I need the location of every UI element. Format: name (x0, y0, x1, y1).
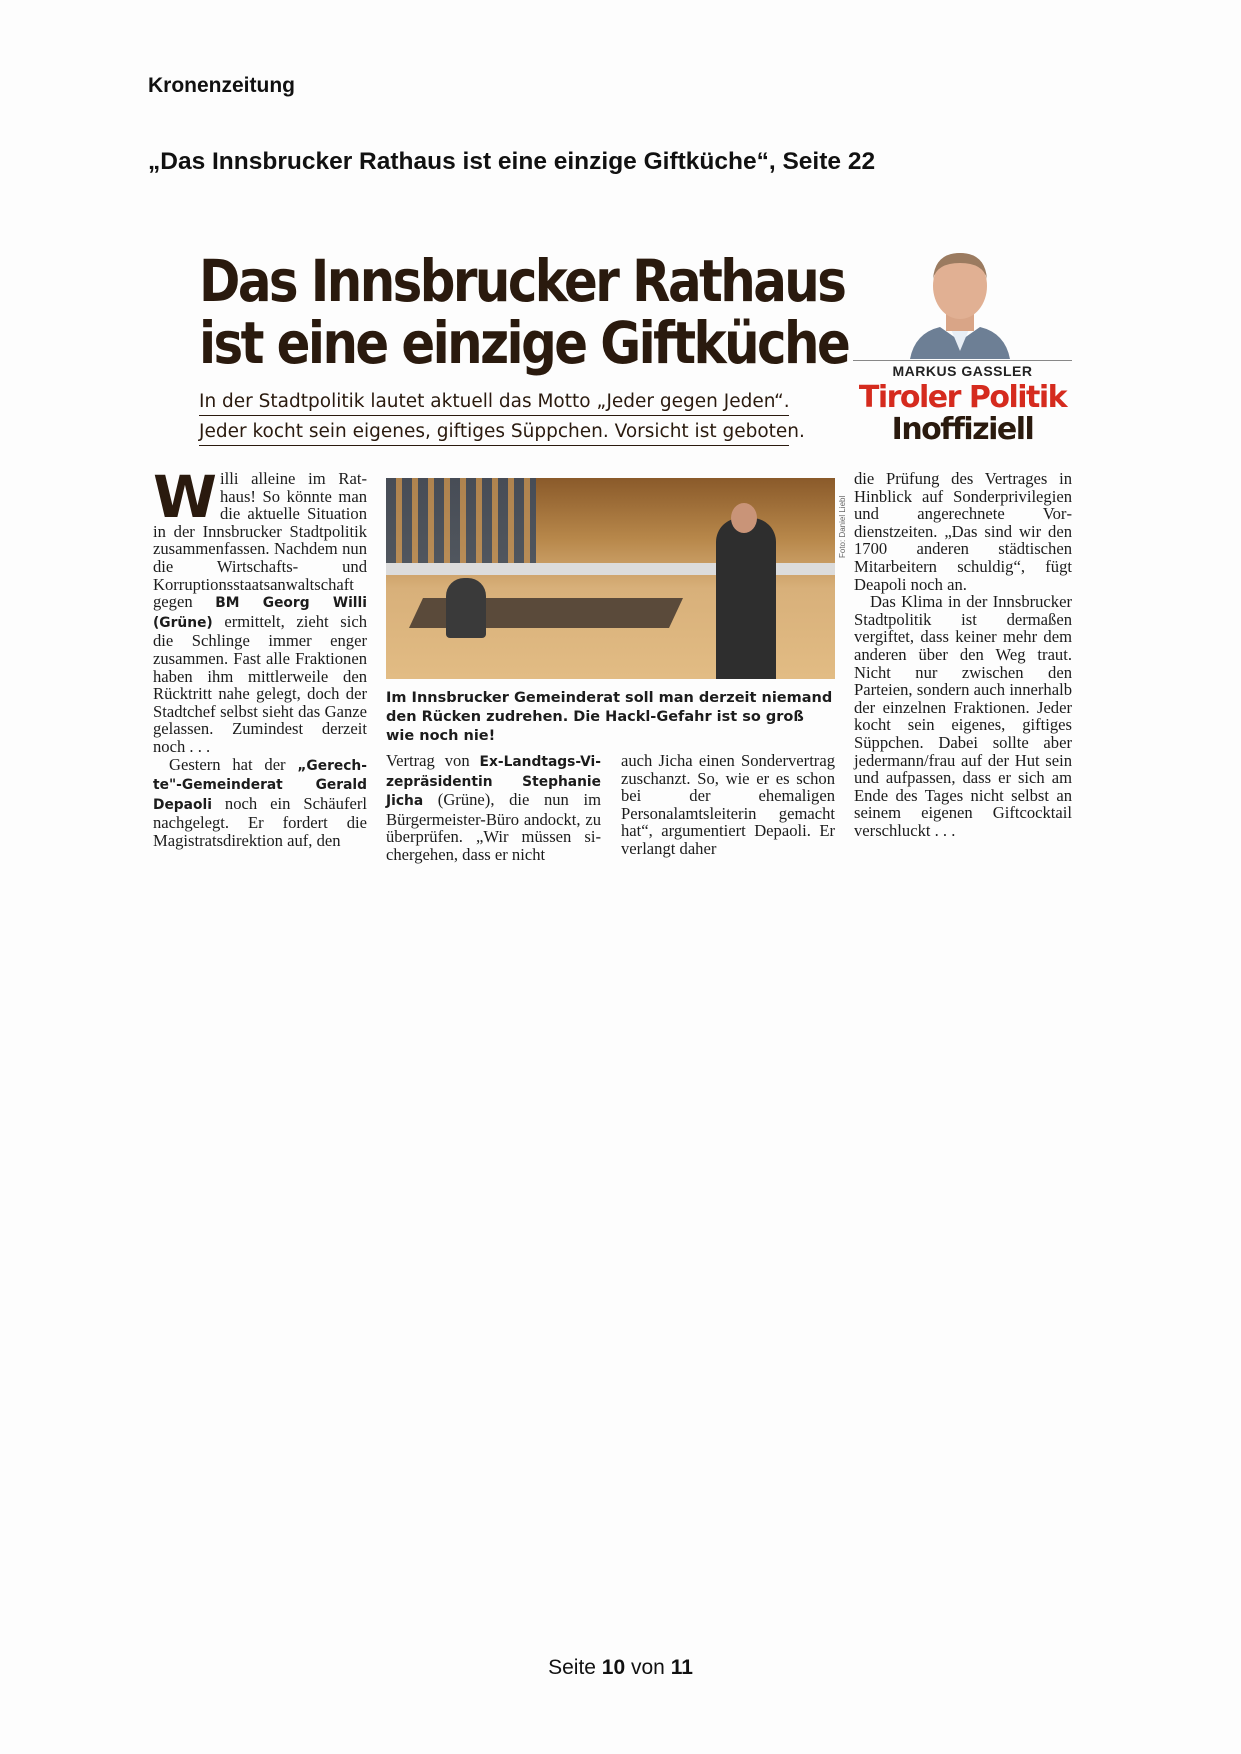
drop-cap: W (153, 463, 214, 531)
document-title: „Das Innsbrucker Rathaus ist eine einzige Giftküche“, Seite 22 (148, 148, 876, 175)
text: von (625, 1656, 671, 1679)
text: noch ein Schäuferl nachgelegt. Er fordert die Magistratsdirektion auf, den (153, 793, 367, 850)
article-headline (199, 247, 849, 377)
bold-text: „Gerechte"-Gemeinderat Gerald Depaoli (153, 757, 367, 813)
council-chamber-photo (386, 478, 835, 679)
publication-name: Kronenzeitung (148, 74, 295, 97)
text: illi alleine im Rathaus! So könnte man die aktuelle Situation in der Innsbrucker Stadtpolitik zusammenfassen. Nachdem nun die Wirtschafts- und Korruptionsstaatsanwaltschaft gegen (153, 469, 367, 612)
article-column-4 (854, 470, 1072, 839)
article-column-1 (153, 463, 367, 850)
photo-credit: Foto: Daniel Liebl (838, 495, 847, 558)
total-pages: 11 (670, 1656, 693, 1679)
text: Gestern hat der (169, 754, 298, 774)
article-column-2 (386, 752, 601, 864)
column-kicker-sub: Inoffiziell (891, 412, 1034, 447)
deck-line-1: In der Stadtpolitik lautet aktuell das Motto „Jeder gegen Jeden“. (199, 391, 789, 416)
deck-line-2: Jeder kocht sein eigenes, giftiges Süppchen. Vorsicht ist geboten. (199, 421, 789, 446)
bold-text: Ex-Landtags-Vizepräsidentin Stephanie Jicha (386, 754, 601, 810)
author-name: MARKUS GASSLER (892, 363, 1033, 379)
current-page: 10 (601, 1656, 626, 1679)
divider (853, 360, 1072, 361)
article-column-3 (621, 752, 835, 858)
text: (Grüne), die nun im Bürgermeister-Büro andockt, zu überprüfen. „Wir müssen sichergehen, dass er nicht (386, 790, 601, 864)
text: die Prüfung des Vertrages in Hinblick auf Sonderprivilegien und angerechnete Vordienstzeiten. „Das sind wir den 1700 anderen städtischen Mitarbeitern schuldig“, fügt Deapoli noch an. (854, 469, 1072, 594)
text: auch Jicha einen Sondervertrag zuschanzt. So, wie er es schon bei der ehemaligen Personalamtsleiterin gemacht hat“, argumentiert Depaoli. Er verlangt daher (621, 751, 835, 858)
column-kicker: Tiroler Politik (858, 380, 1067, 415)
photo-caption: Im Innsbrucker Gemeinderat soll man derzeit niemand den Rücken zudrehen. Die Hackl-Gefahr ist so groß wie noch nie! (386, 690, 833, 744)
headline-line-1: Das Innsbrucker Rathaus (199, 247, 845, 315)
text: Das Klima in der Innsbrucker Stadtpolitik ist dermaßen vergiftet, dass keiner mehr dem anderen über den Weg traut. Nicht nur zwischen den Parteien, sondern auch innerhalb der einzelnen Fraktionen. Jeder kocht sein eigenes, giftiges Süppchen. Dabei sollte aber jedermann/frau auf der Hut sein und aufpassen, dass er sich am Ende des Tages nicht selbst an seinem eigenen Giftcocktail verschluckt . . . (854, 592, 1072, 840)
author-portrait (905, 241, 1015, 359)
bold-text: BM Georg Willi (Grüne) (153, 595, 367, 631)
text: Vertrag von (386, 751, 480, 770)
text: ermittelt, zieht sich die Schlinge immer enger zusammen. Fast alle Fraktionen haben ihm mittlerweile den Rücktritt nahe gelegt, doch der Stadtchef selbst sieht das Ganze gelassen. Zumindest derzeit noch . . . (153, 611, 367, 756)
page-number (0, 1656, 1241, 1680)
headline-line-2: ist eine einzige Giftküche (199, 309, 849, 377)
text: Seite (548, 1656, 602, 1679)
